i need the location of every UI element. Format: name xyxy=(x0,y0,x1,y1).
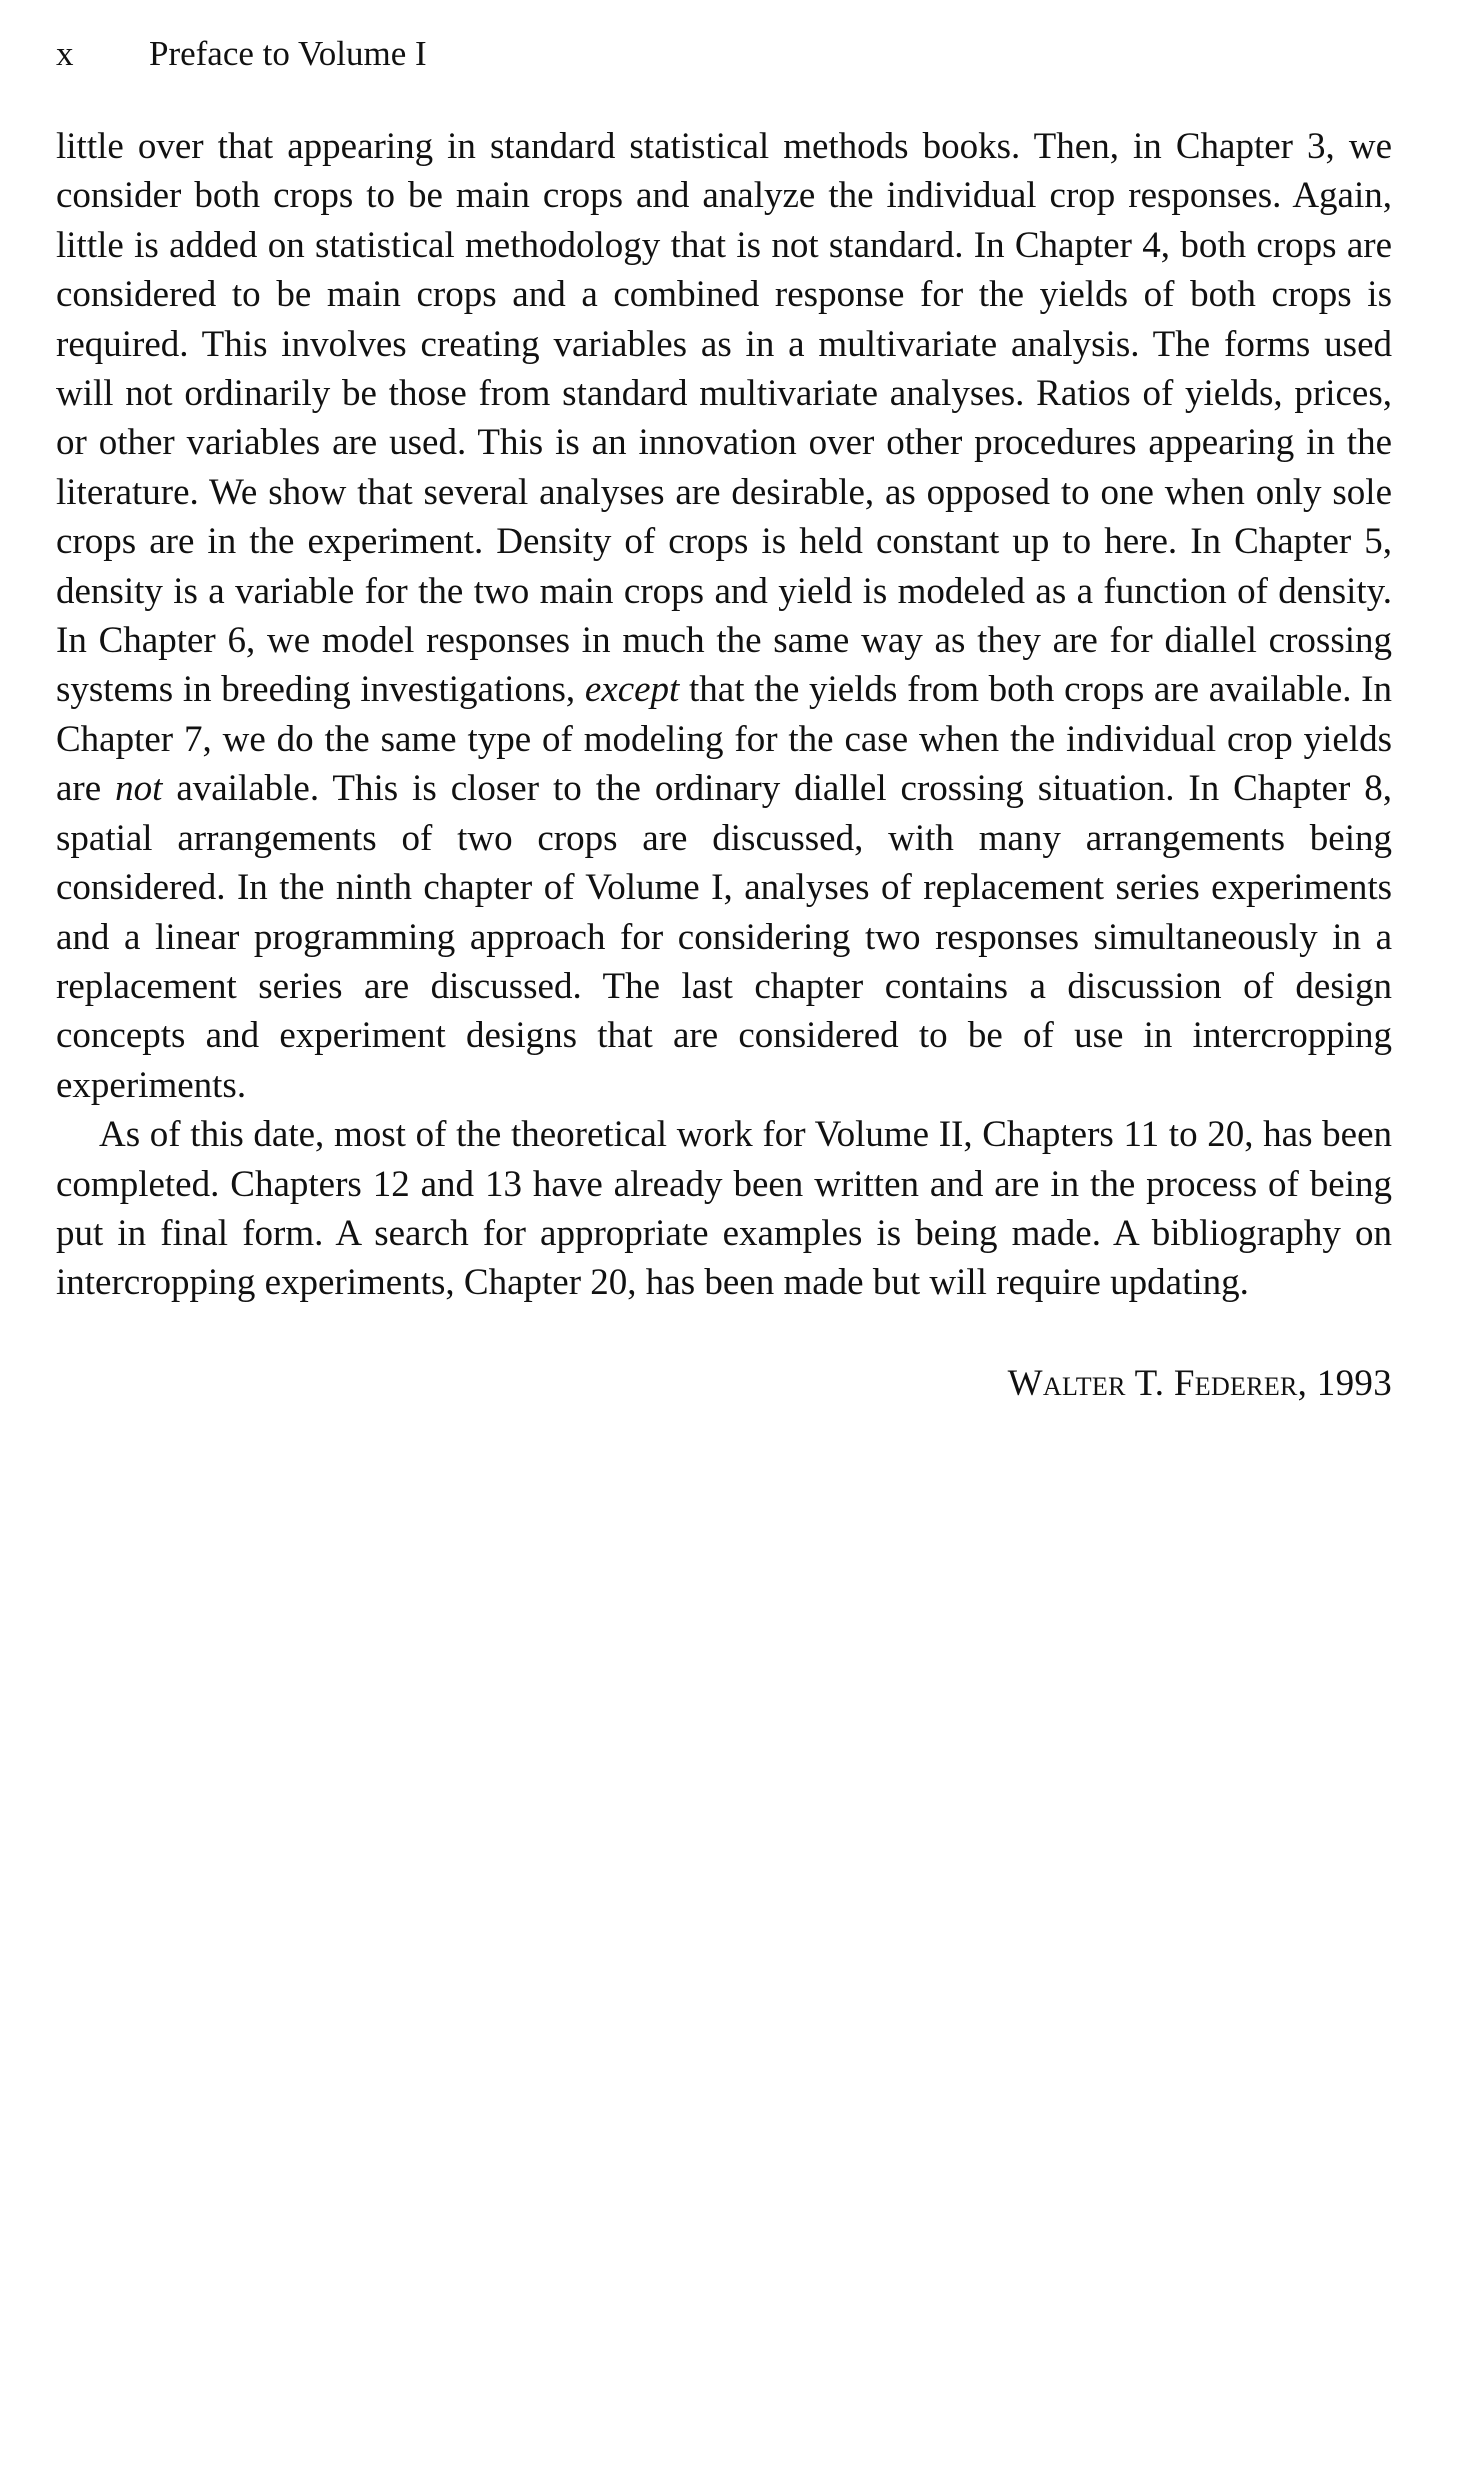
running-head xyxy=(56,32,1392,76)
paragraph-1-part-1: little over that appearing in standard statistical methods books. Then, in Chapter 3, we consider both crops to be main crops and analyze the individual crop responses. Again, little is added on statistical methodology that is not standard. In Chapter 4, both crops are considered to be main crops and a combined response for the yields of both crops is required. This involves creating variables as in a multivariate analysis. The forms used will not ordinarily be those from standard multivariate analyses. Ratios of yields, prices, or other variables are used. This is an innovation over other procedures appearing in the literature. We show that several analyses are desirable, as opposed to one when only sole crops are in the experiment. Density of crops is held constant up to here. In Chapter 5, density is a variable for the two main crops and yield is modeled as a function of density. In Chapter 6, we model responses in much the same way as they are for diallel crossing systems in breeding investigations, xyxy=(56,126,1392,711)
running-title: Preface to Volume I xyxy=(149,34,427,73)
emphasis-not: not xyxy=(115,768,163,810)
author-name: Walter T. Federer, xyxy=(1007,1362,1308,1404)
signature-year: 1993 xyxy=(1316,1362,1392,1404)
emphasis-except: except xyxy=(584,669,680,711)
signature xyxy=(56,1359,1392,1408)
paragraph-1-part-2: that the yields from both crops are available. In Chapter 7, we do the same type of modeling for the case when the individual crop yields are xyxy=(56,669,1392,810)
body-text xyxy=(56,122,1392,1308)
page xyxy=(56,32,1392,1408)
paragraph-1 xyxy=(56,122,1392,1110)
paragraph-2: As of this date, most of the theoretical work for Volume II, Chapters 11 to 20, has been completed. Chapters 12 and 13 have already been written and are in the process of being put in final form. A search for appropriate examples is being made. A bibliography on intercropping experiments, Chapter 20, has been made but will require updating. xyxy=(56,1114,1392,1304)
paragraph-1-part-3: available. This is closer to the ordinary diallel crossing situation. In Chapter 8, spatial arrangements of two crops are discussed, with many arrangements being considered. In the ninth chapter of Volume I, analyses of replacement series experiments and a linear programming approach for considering two responses simultaneously in a replacement series are discussed. The last chapter contains a discussion of design concepts and experiment designs that are considered to be of use in intercropping experiments. xyxy=(56,768,1392,1106)
page-number: x xyxy=(56,34,74,73)
